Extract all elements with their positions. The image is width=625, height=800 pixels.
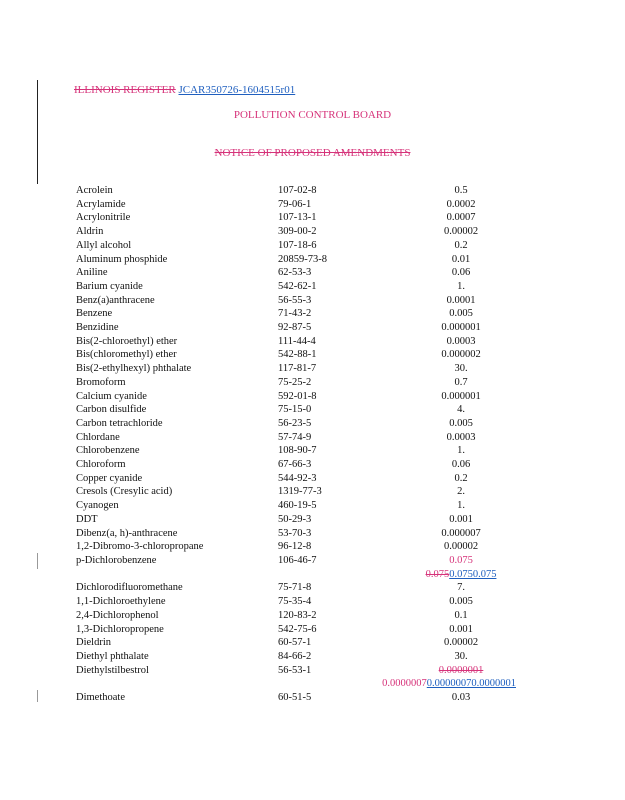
cell-value: 0.2: [454, 472, 468, 484]
cell-name: Chlordane: [76, 431, 120, 443]
cell-value: 0.0002: [446, 198, 476, 210]
table-row: [76, 458, 516, 472]
cell-cas: 20859-73-8: [278, 253, 327, 265]
cell-value: 0.0003: [446, 335, 476, 347]
cell-cas: 75-35-4: [278, 596, 312, 608]
cell-value: 0.00002: [443, 541, 479, 553]
cell-value: 0.0007: [446, 212, 476, 224]
cell-name: 2,4-Dichlorophenol: [76, 609, 159, 621]
cell-name: Acrylonitrile: [76, 212, 131, 224]
table-row: [76, 184, 516, 198]
cell-name: Calcium cyanide: [76, 390, 147, 402]
cell-cas: 542-75-6: [278, 623, 317, 635]
cell-name: Bis(chloromethyl) ether: [76, 349, 177, 361]
board-title: POLLUTION CONTROL BOARD: [233, 109, 392, 121]
cell-value: 0.1: [454, 609, 468, 621]
cell-cas: 56-55-3: [278, 294, 312, 306]
table-row: [76, 417, 516, 431]
cell-name: Benzidine: [76, 322, 119, 334]
cell-cas: 111-44-4: [278, 335, 316, 347]
table-row: [76, 609, 516, 623]
table-row: [76, 431, 516, 445]
cell-cas: 544-92-3: [278, 472, 317, 484]
table-row: [76, 198, 516, 212]
table-row: Diethylstilbestrol 56-53-1 0.0000001: [76, 664, 484, 676]
cell-name: Aldrin: [76, 226, 104, 238]
cell-value: 30.: [454, 363, 468, 375]
cell-cas: 79-06-1: [278, 198, 312, 210]
cell-value: 4.: [457, 404, 465, 416]
cell-cas: 592-01-8: [278, 390, 317, 402]
table-row: [76, 513, 516, 527]
cell-name: Barium cyanide: [76, 280, 143, 292]
cell-name: Dichlorodifluoromethane: [76, 582, 183, 594]
table-row: [76, 376, 516, 390]
cell-value: 0.000001: [441, 322, 481, 334]
table-row: [76, 211, 516, 225]
cell-value: 0.0001: [446, 294, 476, 306]
cell-value: 0.01: [451, 253, 471, 265]
table-row: [76, 581, 516, 595]
cell-cas: 56-23-5: [278, 417, 312, 429]
table-row: p-Dichlorobenzene 106-46-7 0.075: [76, 554, 473, 566]
cell-value: 0.06: [451, 267, 471, 279]
cell-name: Cyanogen: [76, 500, 119, 512]
cell-value: 2.: [457, 486, 465, 498]
cell-name: Dieldrin: [76, 637, 111, 649]
table-row: [76, 335, 516, 349]
cell-name: Chlorobenzene: [76, 445, 140, 457]
table-row: [76, 485, 516, 499]
cell-name: Cresols (Cresylic acid): [76, 486, 173, 498]
cell-cas: 108-90-7: [278, 445, 317, 457]
cell-value: 0.000002: [441, 349, 481, 361]
cell-cas: 542-88-1: [278, 349, 317, 361]
table-row: [76, 390, 516, 404]
cell-name: Bis(2-chloroethyl) ether: [76, 335, 178, 347]
cell-value: 0.001: [449, 513, 473, 525]
cell-name: 1,1-Dichloroethylene: [76, 596, 166, 608]
cell-value: 1.: [457, 445, 465, 457]
table-row: [76, 362, 516, 376]
table-row: [76, 348, 516, 362]
cell-value: 0.7: [454, 376, 468, 388]
cell-name: 1,2-Dibromo-3-chloropropane: [76, 541, 204, 553]
cell-value: 0.005: [449, 308, 473, 320]
cell-value: 1.: [457, 280, 465, 292]
table-row: Dimethoate 60-51-5 0.03: [76, 692, 471, 704]
cell-cas: 62-53-3: [278, 267, 312, 279]
cell-cas: 542-62-1: [278, 280, 317, 292]
cell-name: 1,3-Dichloropropene: [76, 623, 164, 635]
cell-cas: 67-66-3: [278, 459, 312, 471]
table-row: [76, 253, 516, 267]
cell-value: 0.00002: [443, 226, 479, 238]
cell-value: 0.2: [454, 239, 468, 251]
register-inserted: JCAR350726-1604515r01: [178, 84, 296, 96]
table-row: [76, 623, 516, 637]
cell-cas: 75-15-0: [278, 404, 312, 416]
table-row: [76, 321, 516, 335]
cell-cas: 120-83-2: [278, 609, 317, 621]
cell-value: 1.: [457, 500, 465, 512]
cell-name: Carbon disulfide: [76, 404, 147, 416]
revision-bar: [37, 80, 38, 184]
cell-cas: 309-00-2: [278, 226, 317, 238]
cell-cas: 107-18-6: [278, 239, 317, 251]
table-row: [76, 636, 516, 650]
cell-name: Aniline: [76, 267, 108, 279]
table-row: [76, 403, 516, 417]
cell-value: 0.001: [449, 623, 473, 635]
cell-name: Chloroform: [76, 459, 126, 471]
cell-value: 0.005: [449, 417, 473, 429]
cell-cas: 107-13-1: [278, 212, 317, 224]
table-row: [76, 595, 516, 609]
cell-cas: 53-70-3: [278, 527, 312, 539]
table-row: [76, 650, 516, 664]
cell-name: Benzene: [76, 308, 113, 320]
register-deleted: ILLINOIS REGISTER: [74, 84, 176, 96]
cell-value: 0.005: [449, 596, 473, 608]
cell-name: Acrolein: [76, 185, 113, 196]
revision-bar: [37, 553, 38, 569]
cell-value: 30.: [454, 650, 468, 662]
substance-table: [76, 184, 516, 705]
cell-value: 0.00002: [443, 637, 479, 649]
cell-cas: 96-12-8: [278, 541, 312, 553]
table-row: [76, 294, 516, 308]
cell-name: Dibenz(a, h)-anthracene: [76, 527, 178, 539]
cell-name: Aluminum phosphide: [76, 253, 168, 265]
cell-cas: 50-29-3: [278, 513, 312, 525]
cell-name: Bis(2-ethylhexyl) phthalate: [76, 363, 192, 375]
table-row: [76, 444, 516, 458]
cell-cas: 460-19-5: [278, 500, 317, 512]
cell-value: 7.: [457, 582, 465, 594]
cell-cas: 75-71-8: [278, 582, 312, 594]
cell-name: Allyl alcohol: [76, 239, 132, 251]
cell-cas: 1319-77-3: [278, 486, 322, 498]
cell-name: Diethyl phthalate: [76, 650, 149, 662]
cell-value: 0.06: [451, 459, 471, 471]
table-row: [76, 307, 516, 321]
table-row: [76, 527, 516, 541]
table-row: 0.00000070.00000070.0000001: [382, 678, 516, 690]
table-row: [76, 280, 516, 294]
table-row: [76, 239, 516, 253]
register-header: [74, 84, 295, 96]
table-row: [76, 540, 516, 554]
cell-value: 0.0003: [446, 431, 476, 443]
cell-name: DDT: [76, 513, 98, 525]
table-row: [76, 499, 516, 513]
cell-value: 0.000007: [441, 527, 481, 539]
cell-cas: 107-02-8: [278, 185, 317, 196]
cell-name: Acrylamide: [76, 198, 126, 210]
cell-name: Bromoform: [76, 376, 126, 388]
cell-cas: 75-25-2: [278, 376, 312, 388]
cell-cas: 92-87-5: [278, 322, 312, 334]
revision-bar: [37, 690, 38, 702]
notice-title: NOTICE OF PROPOSED AMENDMENTS: [214, 147, 411, 159]
cell-cas: 84-66-2: [278, 650, 312, 662]
cell-value: 0.5: [454, 185, 468, 196]
table-row: 0.0750.0750.075: [425, 568, 497, 580]
cell-name: Copper cyanide: [76, 472, 143, 484]
cell-cas: 57-74-9: [278, 431, 312, 443]
cell-name: Benz(a)anthracene: [76, 294, 155, 306]
cell-cas: 117-81-7: [278, 363, 317, 375]
cell-name: Carbon tetrachloride: [76, 417, 163, 429]
table-row: [76, 225, 516, 239]
cell-value: 0.000001: [441, 390, 481, 402]
table-row: [76, 266, 516, 280]
cell-cas: 60-57-1: [278, 637, 312, 649]
cell-cas: 71-43-2: [278, 308, 312, 320]
table-row: [76, 472, 516, 486]
